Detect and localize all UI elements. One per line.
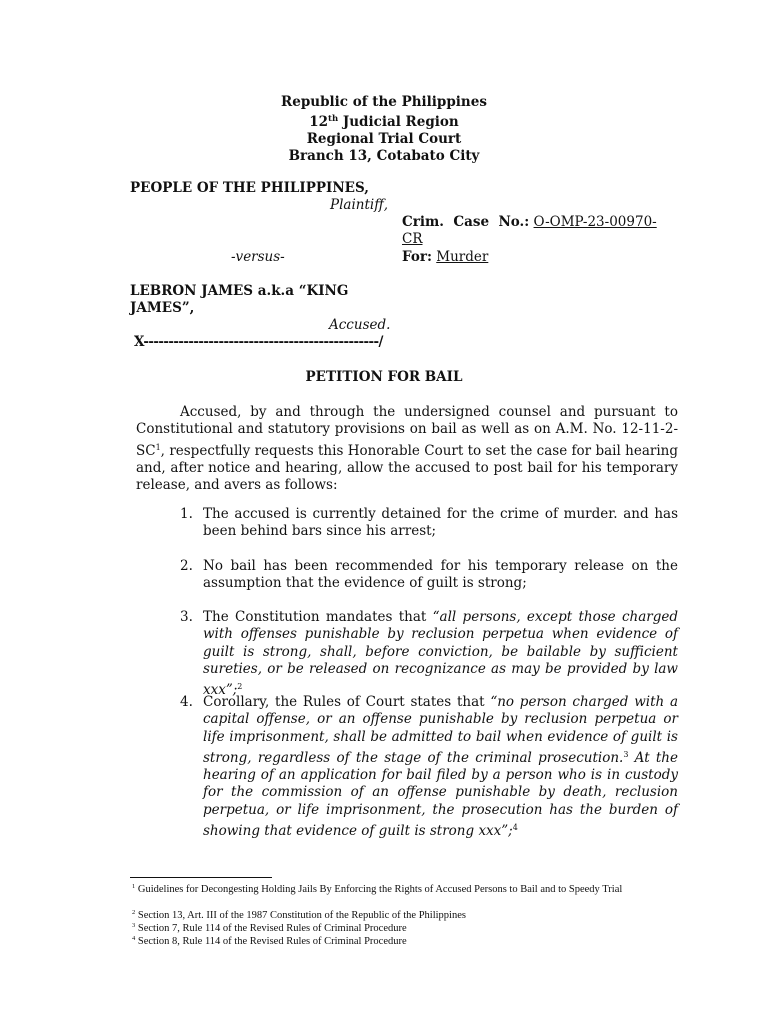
plaintiff-role: Plaintiff, [330,197,389,213]
offense-value: Murder [436,249,489,265]
intro-paragraph: Accused, by and through the undersigned counsel and pursuant to Constitutional and statutory provisions on bail as well as on A.M. No. 12-11-2-SC$^1$, respectfully requests this Honorable Court to set the case for bail hearing and, after notice and hearing, allow the accused to post bail for his temporary release, and avers as follows: [136,404,678,494]
accused-name-cont: JAMES”, [130,300,195,316]
footnote: $^4$ Section 8, Rule 114 of the Revised Rules of Criminal Procedure [132,935,407,947]
accused-name: LEBRON JAMES a.k.a “KING [130,283,349,299]
case-number [402,214,657,231]
versus-label: -versus- [231,249,285,265]
offense [402,249,488,266]
list-item: 4. Corollary, the Rules of Court states that “no person charged with a capital offense, or an offense punishable by reclusion perpetua or life imprisonment, shall be admitted to bail when evidence of guilt is strong, regardless of the stage of the criminal prosecution.$^3$ At the hearing of an application for bail filed by a person who is in custody for the commission of an offense punishable by death, reclusion perpetua, or life imprisonment, the prosecution has the burden of showing that evidence of guilt is strong xxx”;$^4$ [180,694,678,840]
footnote-divider [130,877,272,878]
header-region: 12th Judicial Region [309,114,459,130]
header-branch: Branch 13, Cotabato City [288,148,480,164]
list-item: 3. The Constitution mandates that “all persons, except those charged with offenses punishable by reclusion perpetua when evidence of guilt is strong, shall, before conviction, be bailable by sufficient sureties, or be released on recognizance as may be provided by law xxx”;$^2$ [180,609,678,699]
footnote-ref-2: 2 [237,682,243,692]
footnote-ref-4: 4 [512,823,518,833]
footnote-ref-1: 1 [155,442,161,452]
header-republic: Republic of the Philippines [281,94,487,110]
document-title: PETITION FOR BAIL [305,369,463,385]
accused-role: Accused. [329,317,391,333]
header-court: Regional Trial Court [306,131,462,147]
footnote: $^3$ Section 7, Rule 114 of the Revised Rules of Criminal Procedure [132,922,407,934]
case-number-value: O-OMP-23-00970- [533,214,657,230]
court-header [0,94,768,165]
footnote: $^1$ Guidelines for Decongesting Holding Jails By Enforcing the Rights of Accused Persons to Bail and to Speedy Trial [132,883,623,895]
footnote-ref-3: 3 [623,749,629,759]
caption-separator: X-----------------------------------------------/ [134,334,383,350]
list-item: 2. No bail has been recommended for his temporary release on the assumption that the evidence of guilt is strong; [180,558,678,592]
case-number-label: Crim. Case No.: [402,214,530,230]
list-item: 1. The accused is currently detained for the crime of murder. and has been behind bars since his arrest; [180,506,678,540]
plaintiff-name: PEOPLE OF THE PHILIPPINES, [130,180,369,196]
offense-label: For: [402,249,432,265]
footnote: $^2$ Section 13, Art. III of the 1987 Constitution of the Republic of the Philippines [132,909,466,921]
case-number-value-cont: CR [402,231,423,247]
